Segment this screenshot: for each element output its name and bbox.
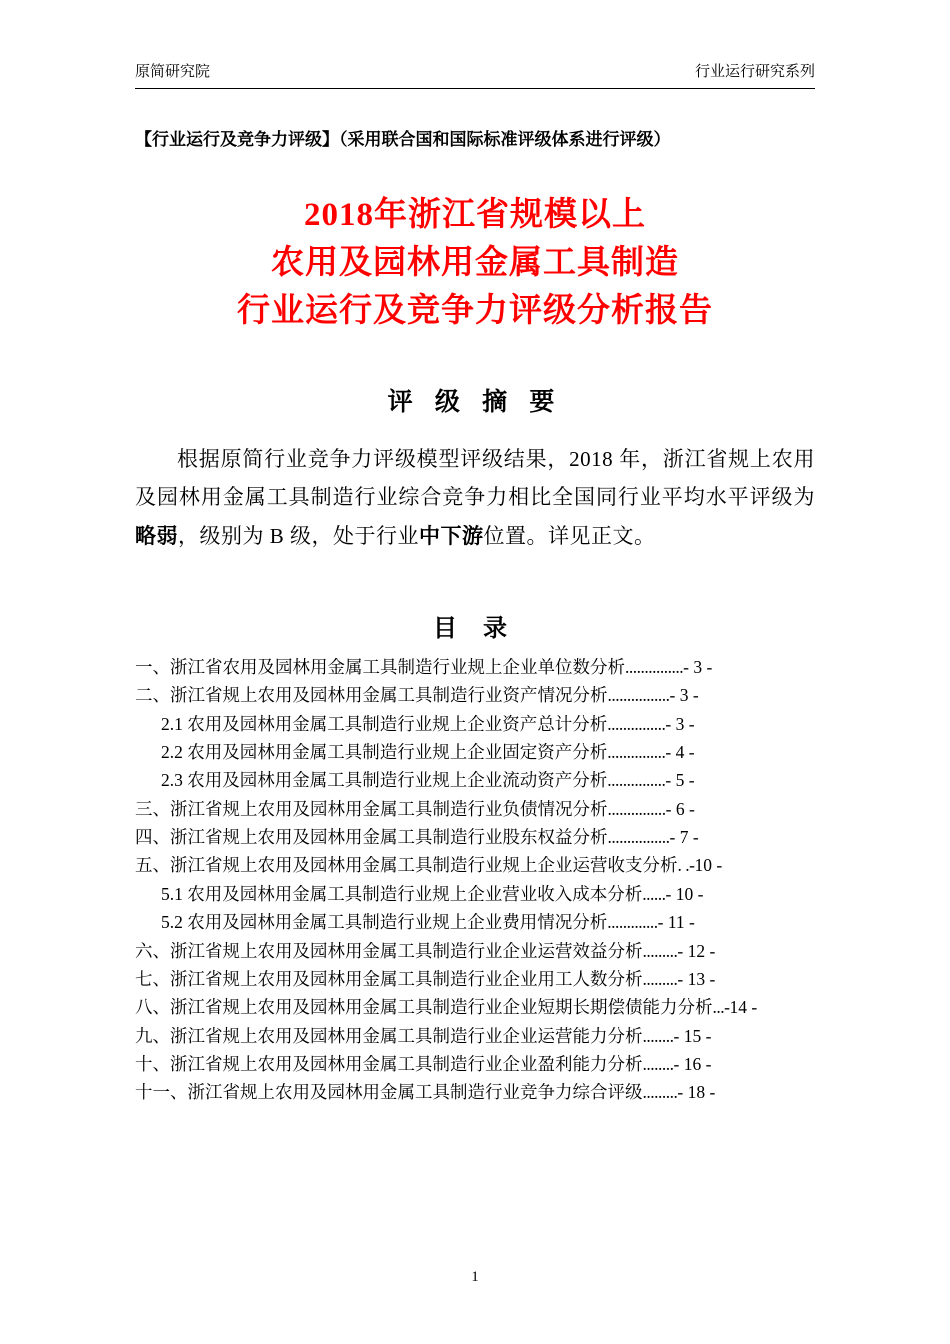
header-right-text: 行业运行研究系列 [694, 63, 815, 80]
toc-entry-text: 2.2 农用及园林用金属工具制造行业规上企业固定资产分析 [161, 742, 608, 763]
toc-entry-dots: ...- [712, 997, 730, 1018]
toc-entry-page: 10 - [694, 855, 723, 876]
toc-entry-page: - 12 - [677, 940, 716, 961]
page-footer [0, 1269, 950, 1286]
toc-entry[interactable] [135, 1050, 815, 1078]
toc-entry-dots: ............... [607, 742, 666, 763]
toc-entry[interactable] [135, 880, 815, 908]
toc-entry[interactable] [135, 965, 815, 993]
toc-entry-text: 七、浙江省规上农用及园林用金属工具制造行业企业用工人数分析 [135, 968, 643, 989]
table-of-contents [135, 653, 815, 1107]
toc-entry[interactable] [135, 710, 815, 738]
toc-entry-text: 九、浙江省规上农用及园林用金属工具制造行业企业运营能力分析 [135, 1025, 643, 1046]
toc-entry-page: - 7 - [669, 827, 699, 848]
toc-entry-text: 5.1 农用及园林用金属工具制造行业规上企业营业收入成本分析 [161, 883, 643, 904]
toc-entry-text: 一、浙江省农用及园林用金属工具制造行业规上企业单位数分析 [135, 657, 625, 678]
toc-entry-dots: ......... [642, 940, 678, 961]
toc-entry-page: - 11 - [657, 912, 695, 933]
toc-entry-dots: ........ [642, 1053, 674, 1074]
toc-entry-dots: ................ [607, 827, 670, 848]
toc-entry-dots: ............... [607, 798, 666, 819]
toc-entry-text: 2.3 农用及园林用金属工具制造行业规上企业流动资产分析 [161, 770, 608, 791]
toc-heading: 目 录 [433, 616, 517, 643]
summary-bold-position: 中下游 [419, 524, 484, 549]
summary-bold-rating: 略弱 [135, 524, 178, 549]
toc-entry[interactable] [135, 681, 815, 709]
toc-entry[interactable] [135, 766, 815, 794]
toc-entry-dots: . .- [677, 855, 695, 876]
title-line-1: 2018年浙江省规模以上 [304, 197, 646, 233]
toc-entry-page: - 6 - [665, 798, 695, 819]
toc-entry[interactable] [135, 908, 815, 936]
toc-entry-page: - 10 - [665, 883, 704, 904]
toc-entry-page: - 3 - [669, 685, 699, 706]
toc-entry[interactable] [135, 993, 815, 1021]
toc-entry-page: - 13 - [677, 968, 716, 989]
toc-entry[interactable] [135, 738, 815, 766]
toc-entry-page: - 3 - [665, 713, 695, 734]
toc-entry-dots: ......... [642, 1082, 678, 1103]
toc-entry-text: 2.1 农用及园林用金属工具制造行业规上企业资产总计分析 [161, 713, 608, 734]
toc-entry-dots: ............... [607, 770, 666, 791]
report-kicker: 【行业运行及竞争力评级】（采用联合国和国际标准评级体系进行评级） [135, 130, 671, 149]
toc-entry[interactable] [135, 937, 815, 965]
toc-entry[interactable] [135, 795, 815, 823]
toc-entry-page: - 4 - [665, 742, 695, 763]
toc-entry[interactable] [135, 851, 815, 879]
toc-entry-dots: ............... [625, 657, 684, 678]
summary-paragraph [135, 440, 815, 557]
summary-heading: 评 级 摘 要 [387, 388, 563, 416]
toc-entry[interactable] [135, 1022, 815, 1050]
toc-entry-text: 四、浙江省规上农用及园林用金属工具制造行业股东权益分析 [135, 827, 608, 848]
toc-entry-text: 八、浙江省规上农用及园林用金属工具制造行业企业短期长期偿债能力分析 [135, 997, 713, 1018]
summary-text-part-3: ，处于行业 [311, 524, 420, 549]
toc-entry-page: - 15 - [673, 1025, 712, 1046]
toc-entry-page: - 16 - [673, 1053, 712, 1074]
toc-entry-text: 五、浙江省规上农用及园林用金属工具制造行业规上企业运营收支分析 [135, 855, 678, 876]
toc-entry-dots: ......... [642, 968, 678, 989]
toc-entry-dots: ............... [607, 713, 666, 734]
toc-entry-dots: ................ [607, 685, 670, 706]
toc-entry-dots: ............. [607, 912, 658, 933]
toc-entry-text: 二、浙江省规上农用及园林用金属工具制造行业资产情况分析 [135, 685, 608, 706]
toc-entry[interactable] [135, 823, 815, 851]
toc-entry-page: - 3 - [683, 657, 713, 678]
toc-entry[interactable] [135, 653, 815, 681]
summary-text-part-4: 位置。详见正文。 [483, 524, 656, 549]
title-line-2: 农用及园林用金属工具制造 [271, 244, 679, 281]
summary-text-part-2: ，级别为 B 级 [178, 524, 312, 549]
report-title [135, 192, 815, 336]
toc-entry-page: 14 - [729, 997, 758, 1018]
toc-entry-page: - 5 - [665, 770, 695, 791]
toc-entry-text: 十一、浙江省规上农用及园林用金属工具制造行业竞争力综合评级 [135, 1082, 643, 1103]
toc-entry-text: 5.2 农用及园林用金属工具制造行业规上企业费用情况分析 [161, 912, 608, 933]
toc-entry[interactable] [135, 1078, 815, 1106]
page-number: 1 [471, 1269, 479, 1285]
toc-entry-text: 十、浙江省规上农用及园林用金属工具制造行业企业盈利能力分析 [135, 1053, 643, 1074]
page-header [135, 60, 815, 81]
title-line-3: 行业运行及竞争力评级分析报告 [237, 292, 713, 329]
toc-entry-page: - 18 - [677, 1082, 716, 1103]
toc-entry-text: 三、浙江省规上农用及园林用金属工具制造行业负债情况分析 [135, 798, 608, 819]
toc-entry-text: 六、浙江省规上农用及园林用金属工具制造行业企业运营效益分析 [135, 940, 643, 961]
summary-text-part-1: 根据原简行业竞争力评级模型评级结果，2018 年，浙江省规上农用及园林用金属工具制造行业综合竞争力相比全国同行业平均水平评级为 [135, 446, 815, 510]
toc-entry-dots: ...... [642, 883, 666, 904]
header-divider [135, 88, 815, 89]
document-content [135, 125, 815, 1107]
toc-entry-dots: ........ [642, 1025, 674, 1046]
header-left-text: 原简研究院 [135, 63, 211, 80]
